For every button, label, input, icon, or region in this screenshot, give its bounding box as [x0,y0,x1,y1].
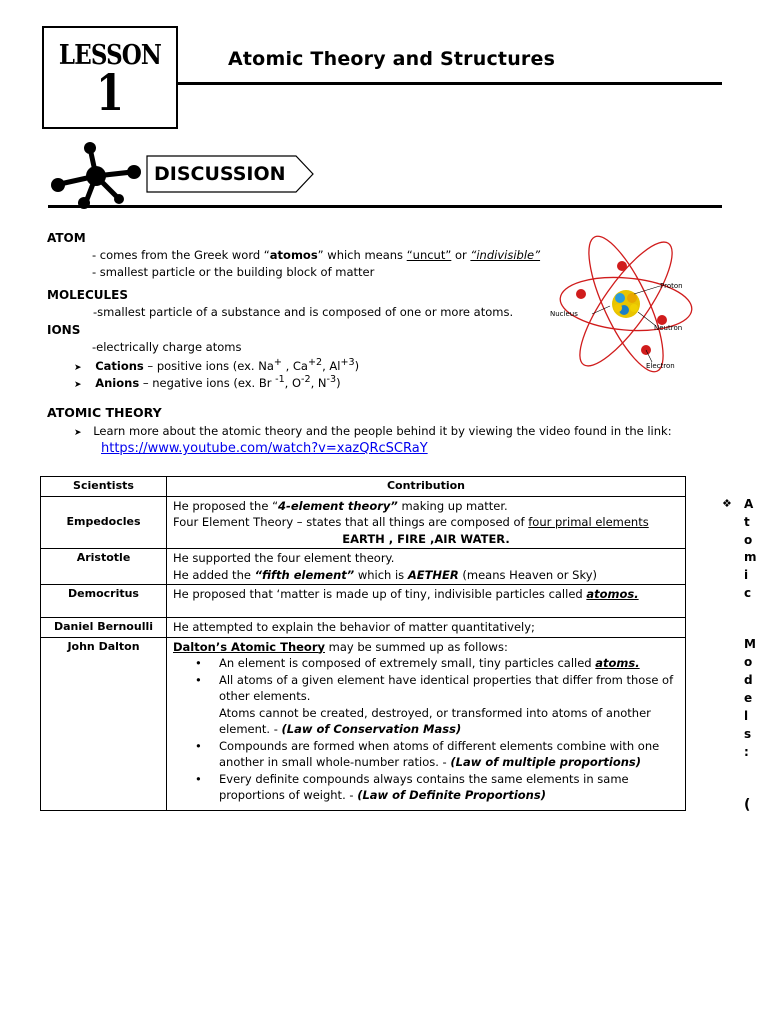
section-divider [48,205,722,208]
nucleus-label: Nucleus [550,310,578,318]
atomic-theory-heading: ATOMIC THEORY [47,405,162,420]
side-letter: A [744,497,754,511]
side-letter: i [744,568,749,582]
table-row [41,496,686,549]
diamond-bullet-icon: ❖ [722,497,732,510]
anions-item: ➤ Anions – negative ions (ex. Br $^{-1}$, $O^{-2}$, $N^{-3}$) [74,374,341,390]
lesson-badge [42,26,178,129]
scientist-name: Empedocles [41,496,167,549]
contribution-cell: He proposed the “4-element theory” making up matter. Four Element Theory – states that all things are composed of four primal elements EARTH , FIRE ,AIR WATER. [167,496,686,549]
video-link[interactable]: https://www.youtube.com/watch?v=xazQRcSCRaY [101,441,428,456]
lesson-number: 1 [96,63,124,122]
molecules-definition: -smallest particle of a substance and is composed of one or more atoms. [93,305,514,319]
atom-heading: ATOM [47,231,86,245]
scientist-name: Democritus [41,585,167,618]
ions-definition: -electrically charge atoms [92,340,242,354]
side-letter: e [744,691,753,705]
molecule-icon [48,140,148,210]
arrow-bullet-icon: ➤ [74,362,82,373]
contribution-cell: He attempted to explain the behavior of matter quantitatively; [167,618,686,638]
side-letter: o [744,533,753,547]
contribution-cell: Dalton’s Atomic Theory may be summed up as follows: • An element is composed of extremely small, tiny particles called atoms. • All atoms of a given element have identical properties that differ from those of other elements. Atoms cannot be created, destroyed, or transformed into atoms of another element. - (Law of Conservation Mass) • Compounds are formed when atoms of different elements combine with one another in small whole-number ratios. - (Law of multiple proportions) • Every definite compounds always contains the same elements in same proportions of weight. - (Law of Definite Proportions) [167,637,686,810]
side-letter: t [744,515,750,529]
discussion-label: DISCUSSION [154,163,286,185]
electron-label: Electron [646,362,675,370]
arrow-bullet-icon: ➤ [74,379,82,390]
scientists-table [40,476,686,811]
side-letter: s [744,727,752,741]
atom-definition-1: - comes from the Greek word “atomos” which means “uncut” or “indivisible” [92,248,541,262]
header-scientists: Scientists [41,477,167,497]
side-letter: d [744,673,753,687]
side-letter: l [744,709,749,723]
side-letter: ( [744,797,751,813]
page-title: Atomic Theory and Structures [228,48,556,70]
neutron-label: Neutron [654,324,683,332]
table-row [41,549,686,585]
side-letter: o [744,655,753,669]
cations-item: ➤ Cations – positive ions (ex. Na+ , $Ca^{+2}$, $Al^{+3}$) [74,357,360,373]
arrow-bullet-icon: ➤ [74,428,82,438]
contribution-cell: He supported the four element theory. He added the “fifth element” which is AETHER (means Heaven or Sky) [167,549,686,585]
atom-diagram [548,224,698,384]
scientist-name: Aristotle [41,549,167,585]
atomic-theory-bullet: ➤ Learn more about the atomic theory and the people behind it by viewing the video found in the link: [74,424,672,438]
proton-label: Proton [660,282,683,290]
table-row [41,637,686,810]
table-row [41,585,686,618]
side-letter: M [744,637,756,651]
title-underline [178,82,722,85]
header-contribution: Contribution [167,477,686,497]
scientist-name: John Dalton [41,637,167,810]
molecules-heading: MOLECULES [47,288,129,302]
side-letter: : [744,745,749,759]
contribution-cell: He proposed that ‘matter is made up of tiny, indivisible particles called atomos. [167,585,686,618]
table-header-row [41,477,686,497]
table-row [41,618,686,638]
ions-heading: IONS [47,323,81,337]
atom-definition-2: - smallest particle or the building block of matter [92,265,375,279]
side-letter: c [744,586,752,600]
scientist-name: Daniel Bernoulli [41,618,167,638]
lesson-word: LESSON [58,40,162,71]
side-letter: m [744,550,757,564]
